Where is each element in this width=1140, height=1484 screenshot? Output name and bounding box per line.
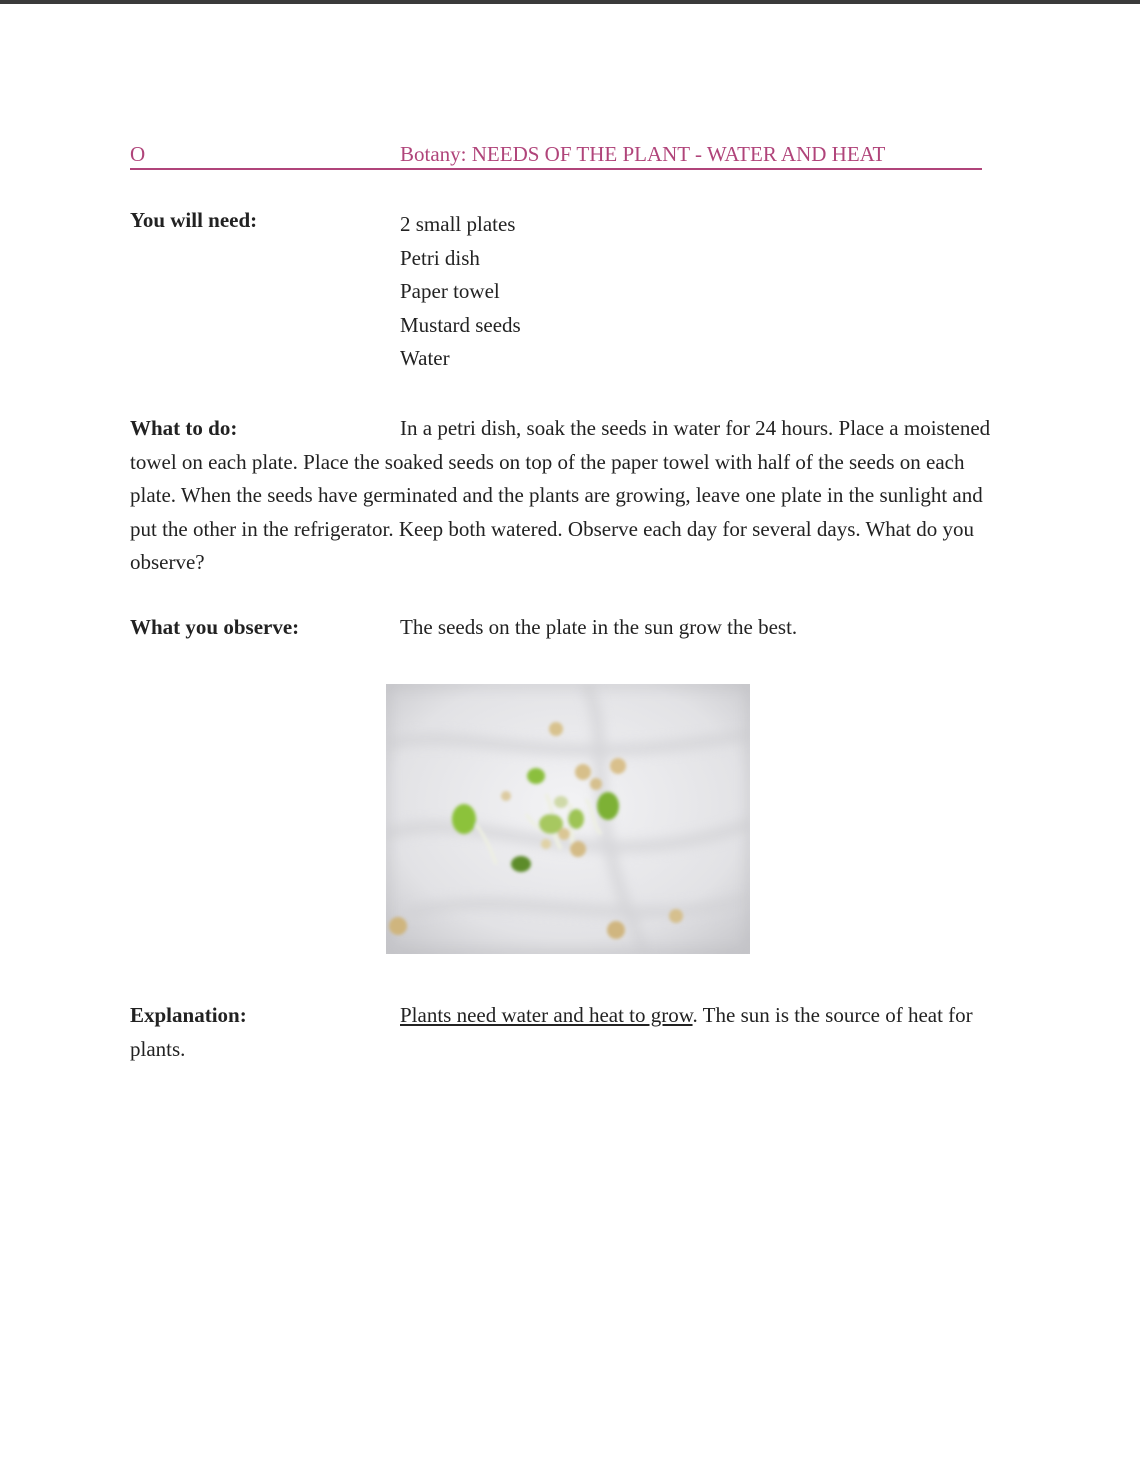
materials-list <box>400 208 521 376</box>
procedure-text: In a petri dish, soak the seeds in water for 24 hours. Place a moistened towel on each plate. Place the soaked seeds on top of the paper towel with half of the seeds on each plate. When the seeds have germinated and the plants are growing, leave one plate in the sunlight and put the other in the refrigerator. Keep both watered. Observe each day for several days. What do you observe? <box>130 416 991 574</box>
list-item: 2 small plates <box>400 212 516 236</box>
list-item: Paper towel <box>400 279 500 304</box>
observation-text: The seeds on the plate in the sun grow the best. <box>400 615 798 639</box>
lesson-title: Botany: NEEDS OF THE PLANT - WATER AND HEAT <box>400 142 886 166</box>
explanation-label: Explanation: <box>130 1003 247 1027</box>
list-item: Mustard seeds <box>400 312 521 337</box>
observation-label: What you observe: <box>130 615 300 639</box>
procedure-section <box>130 412 1002 580</box>
seedlings-image <box>386 684 750 954</box>
list-item: Petri dish <box>400 245 480 270</box>
list-item: Water <box>400 346 450 371</box>
lesson-number: O <box>130 142 146 166</box>
explanation-key-point: Plants need water and heat to grow <box>400 1003 693 1027</box>
materials-label: You will need: <box>130 208 258 232</box>
seedlings-photo <box>386 684 750 954</box>
procedure-label: What to do: <box>130 416 238 440</box>
page-header <box>130 140 982 170</box>
explanation-text: . The sun is the source of heat for plants. <box>130 1003 973 1061</box>
explanation-section <box>130 998 996 1066</box>
